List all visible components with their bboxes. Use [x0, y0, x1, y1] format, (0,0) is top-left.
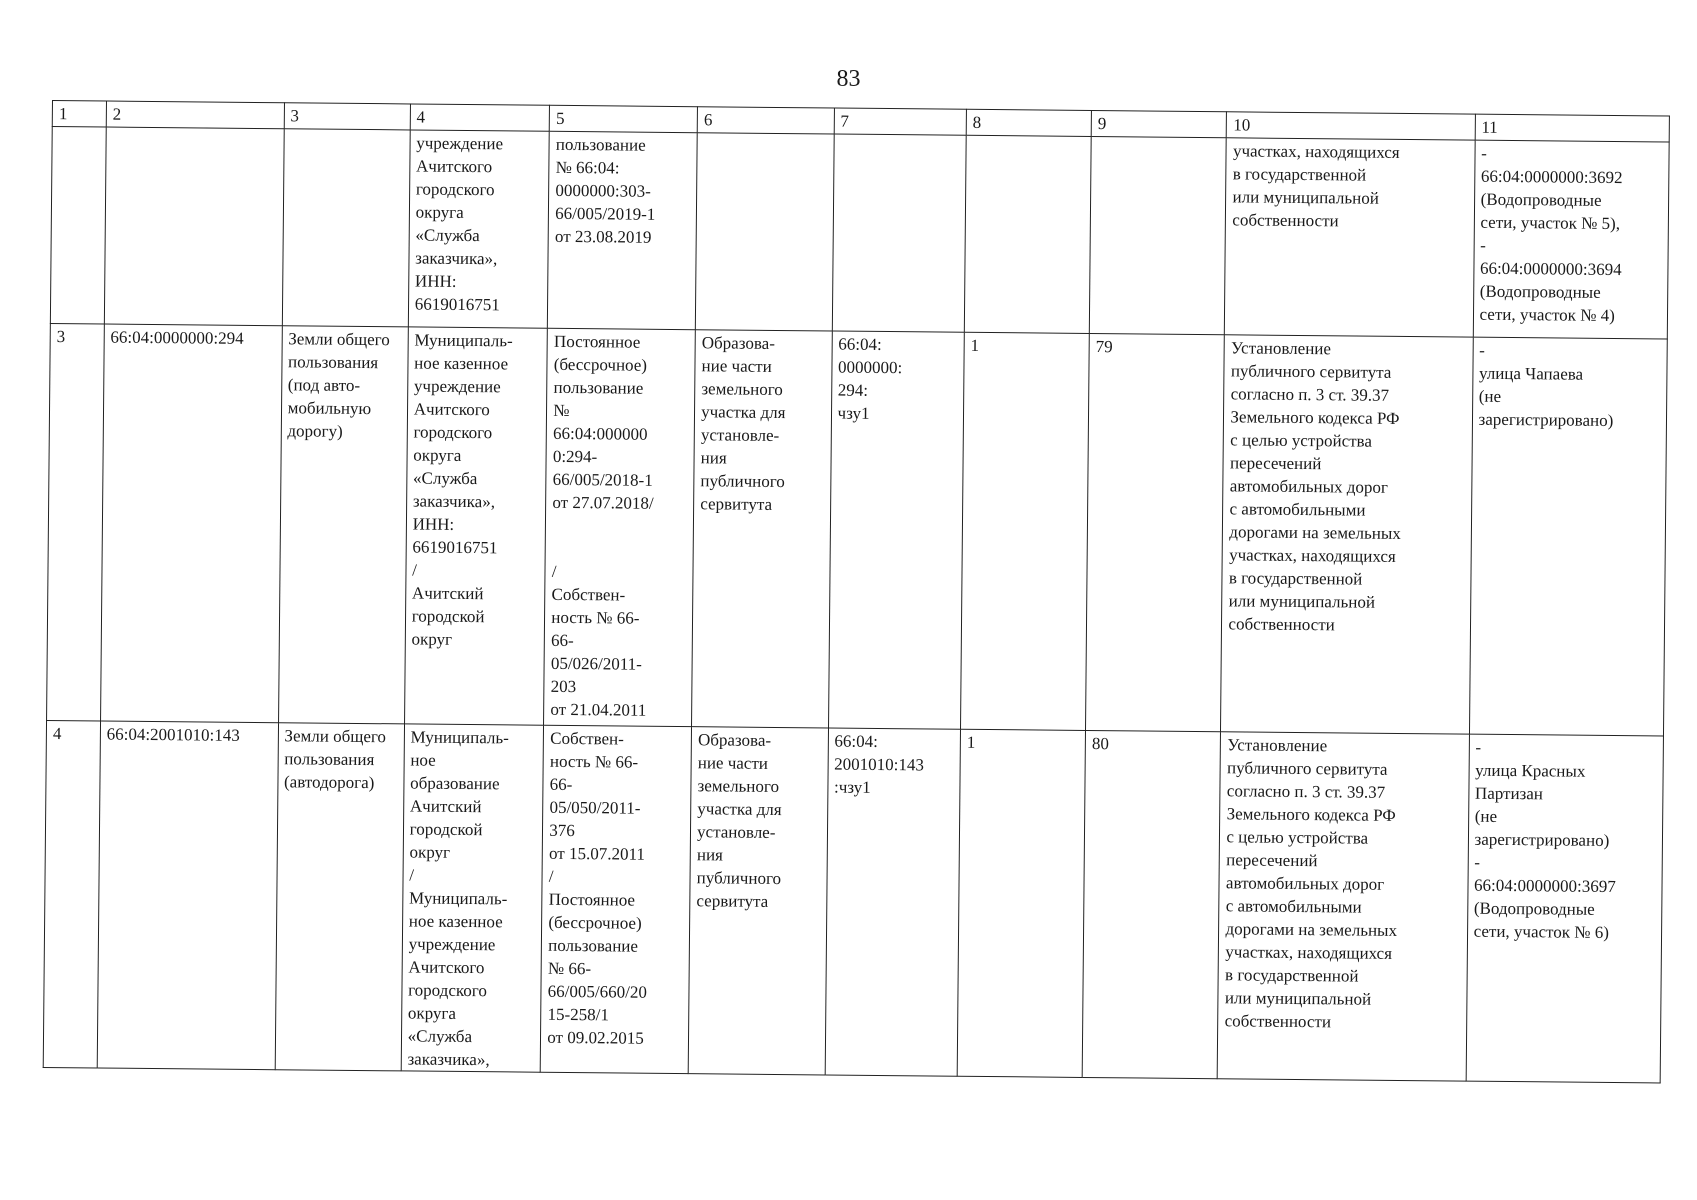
row-number-cell: 4	[43, 720, 100, 1068]
land-category-cell	[282, 129, 410, 327]
servitude-purpose-cell: Установление публичного сервитута согласно п. 3 ст. 39.37 Земельного кодекса РФ с целью устройства пересечений автомобильных дорог с автомобильными дорогами на земельных участках, находящихся в государственной или муниципальной собственности	[1218, 732, 1469, 1081]
cadastral-number-cell: 66:04:2001010:143	[97, 721, 278, 1070]
document-table-wrapper	[43, 100, 1670, 1083]
objects-cell: - улица Красных Партизан (не зарегистрировано) - 66:04:0000000:3697 (Водопроводные сети, участок № 6)	[1466, 734, 1664, 1083]
purpose-cell: Образова- ние части земельного участка для установле- ния публичного сервитута	[688, 727, 828, 1075]
header-cell-5: 5	[549, 105, 697, 132]
count-cell: 1	[957, 729, 1085, 1077]
header-cell-3: 3	[284, 103, 410, 130]
area-cell: 80	[1082, 730, 1221, 1078]
header-cell-10: 10	[1227, 112, 1475, 140]
purpose-cell	[695, 133, 833, 331]
part-designation-cell	[832, 134, 966, 332]
right-type-cell: Постоянное (бессрочное) пользование № 66:04:000000 0:294- 66/005/2018-1 от 27.07.2018/ / Собствен- ность № 66- 66- 05/026/2011- 203 от 21.04.2011	[544, 328, 696, 726]
header-cell-8: 8	[966, 109, 1091, 136]
land-category-cell: Земли общего пользования (автодорога)	[275, 723, 404, 1071]
row-number-cell: 3	[47, 323, 105, 720]
header-cell-2: 2	[106, 101, 284, 129]
land-plots-table	[43, 100, 1670, 1083]
count-cell	[964, 135, 1091, 333]
cadastral-number-cell: 66:04:0000000:294	[100, 324, 282, 723]
rightholder-cell: Муниципаль- ное казенное учреждение Ачитского городского округа «Служба заказчика», ИНН: 6619016751 / Ачитский городской округ	[404, 327, 547, 725]
area-cell: 79	[1085, 333, 1224, 731]
row-number-cell	[50, 127, 106, 325]
header-cell-6: 6	[697, 107, 834, 134]
right-type-cell: пользование № 66:04: 0000000:303- 66/005/2019-1 от 23.08.2019	[548, 131, 698, 329]
header-cell-9: 9	[1091, 110, 1227, 137]
servitude-purpose-cell: Установление публичного сервитута согласно п. 3 ст. 39.37 Земельного кодекса РФ с целью устройства пересечений автомобильных дорог с автомобильными дорогами на земельных участках, находящихся в государственной или муниципальной собственности	[1221, 335, 1473, 734]
header-cell-4: 4	[410, 104, 550, 131]
count-cell: 1	[960, 332, 1089, 730]
cadastral-number-cell	[104, 127, 284, 326]
header-cell-1: 1	[52, 101, 106, 128]
header-cell-11: 11	[1475, 114, 1670, 142]
servitude-purpose-cell: участках, находящихся в государственной или муниципальной собственности	[1225, 138, 1475, 337]
part-designation-cell: 66:04: 2001010:143 :чзу1	[825, 728, 961, 1076]
purpose-cell: Образова- ние части земельного участка для установле- ния публичного сервитута	[692, 330, 832, 728]
objects-cell: - улица Чапаева (не зарегистрировано)	[1469, 337, 1667, 736]
page-number: 83	[836, 66, 861, 92]
table-row-continuation	[50, 127, 1669, 340]
header-cell-7: 7	[834, 108, 967, 135]
objects-cell: - 66:04:0000000:3692 (Водопроводные сети, участок № 5), - 66:04:0000000:3694 (Водопроводные сети, участок № 4)	[1473, 140, 1669, 339]
table-row-4	[43, 720, 1663, 1083]
rightholder-cell: учреждение Ачитского городского округа «Служба заказчика», ИНН: 6619016751	[408, 130, 549, 328]
table-row-3	[47, 323, 1668, 736]
part-designation-cell: 66:04: 0000000: 294: чзу1	[828, 331, 964, 729]
rightholder-cell: Муниципаль- ное образование Ачитский городской округ / Муниципаль- ное казенное учреждение Ачитского городского округа «Служба заказчика»,	[401, 724, 544, 1072]
right-type-cell: Собствен- ность № 66- 66- 05/050/2011- 376 от 15.07.2011 / Постоянное (бессрочное) пользование № 66- 66/005/660/20 15-258/1 от 09.02.2015	[540, 725, 691, 1073]
area-cell	[1089, 136, 1226, 334]
land-category-cell: Земли общего пользования (под авто- мобильную дорогу)	[278, 326, 408, 724]
